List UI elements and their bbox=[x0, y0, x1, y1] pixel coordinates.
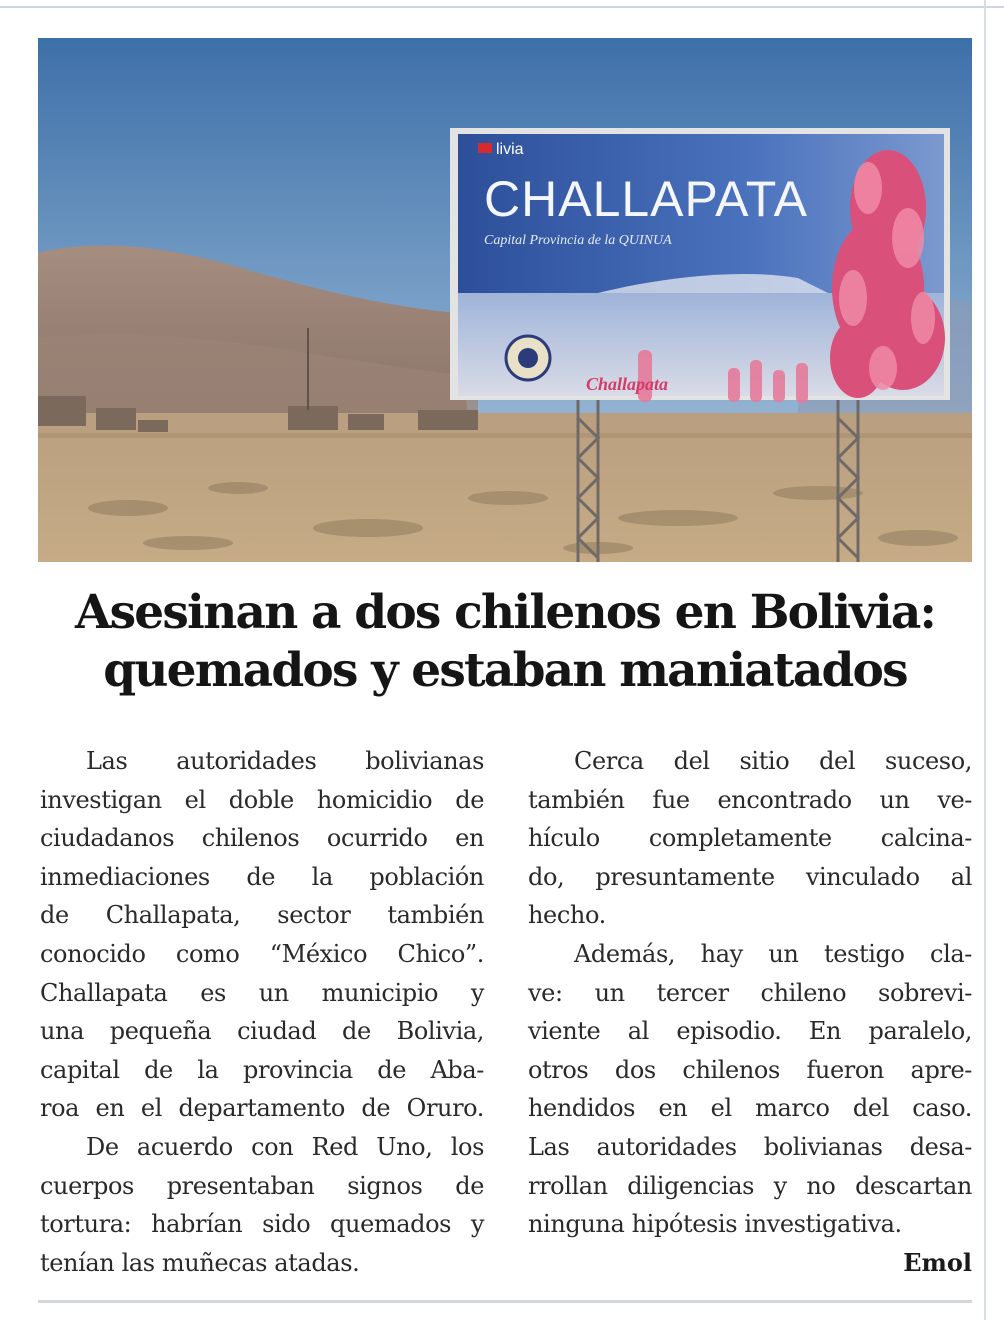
sign-title: CHALLAPATA bbox=[484, 171, 808, 227]
article-photo bbox=[38, 38, 972, 562]
paragraph bbox=[528, 742, 972, 935]
text-line: investigan el doble homicidio de bbox=[40, 785, 484, 814]
text-line: ninguna hipótesis investigativa. bbox=[528, 1210, 902, 1239]
text-line: capital de la provincia de Aba- bbox=[40, 1055, 484, 1084]
text-line: viente al episodio. En paralelo, bbox=[528, 1017, 972, 1046]
text-line: Las autoridades bolivianas desa- bbox=[528, 1132, 972, 1161]
text-line: ve: un tercer chileno sobrevi- bbox=[528, 978, 972, 1007]
sign-footer: Challapata bbox=[586, 374, 669, 394]
text-line: roa en el departamento de Oruro. bbox=[40, 1094, 484, 1123]
text-line: una pequeña ciudad de Bolivia, bbox=[40, 1017, 484, 1046]
text-line: Cerca del sitio del suceso, bbox=[574, 747, 972, 775]
text-line: hendidos en el marco del caso. bbox=[528, 1094, 972, 1123]
text-line: tortura: habrían sido quemados y bbox=[40, 1210, 484, 1239]
text-line: ciudadanos chilenos ocurrido en bbox=[40, 824, 484, 853]
text-line: también fue encontrado un ve- bbox=[528, 785, 972, 814]
text-line: tenían las muñecas atadas. bbox=[40, 1248, 360, 1277]
text-line: hículo completamente calcina- bbox=[528, 824, 972, 853]
top-divider bbox=[0, 6, 1004, 8]
sign-subtitle: Capital Provincia de la QUINUA bbox=[484, 233, 672, 248]
text-line: Las autoridades bolivianas bbox=[86, 747, 484, 775]
text-line: hecho. bbox=[528, 901, 606, 930]
text-line: do, presuntamente vinculado al bbox=[528, 862, 972, 891]
headline bbox=[38, 584, 972, 700]
text-line: cuerpos presentaban signos de bbox=[40, 1171, 484, 1200]
text-line: De acuerdo con Red Uno, los bbox=[86, 1132, 484, 1161]
text-line: rrollan diligencias y no descartan bbox=[528, 1171, 972, 1200]
sign-brand: livia bbox=[496, 141, 524, 158]
headline-line: quemados y estaban maniatados bbox=[103, 643, 907, 698]
text-line: otros dos chilenos fueron apre- bbox=[528, 1055, 972, 1084]
text-line: inmediaciones de la población bbox=[40, 862, 484, 891]
text-line: conocido como “México Chico”. bbox=[40, 939, 484, 968]
bottom-divider bbox=[38, 1300, 972, 1303]
text-line: Además, hay un testigo cla- bbox=[574, 939, 972, 968]
paragraph bbox=[40, 742, 484, 1128]
text-line: de Challapata, sector también bbox=[40, 901, 484, 930]
text-line: Challapata es un municipio y bbox=[40, 978, 484, 1007]
byline: Emol bbox=[903, 1247, 972, 1277]
headline-line: Asesinan a dos chilenos en Bolivia: bbox=[74, 585, 936, 640]
article-column-right bbox=[528, 742, 972, 1282]
paragraph bbox=[528, 935, 972, 1244]
article-column-left bbox=[40, 742, 484, 1282]
side-divider bbox=[984, 0, 986, 1320]
paragraph bbox=[40, 1128, 484, 1282]
